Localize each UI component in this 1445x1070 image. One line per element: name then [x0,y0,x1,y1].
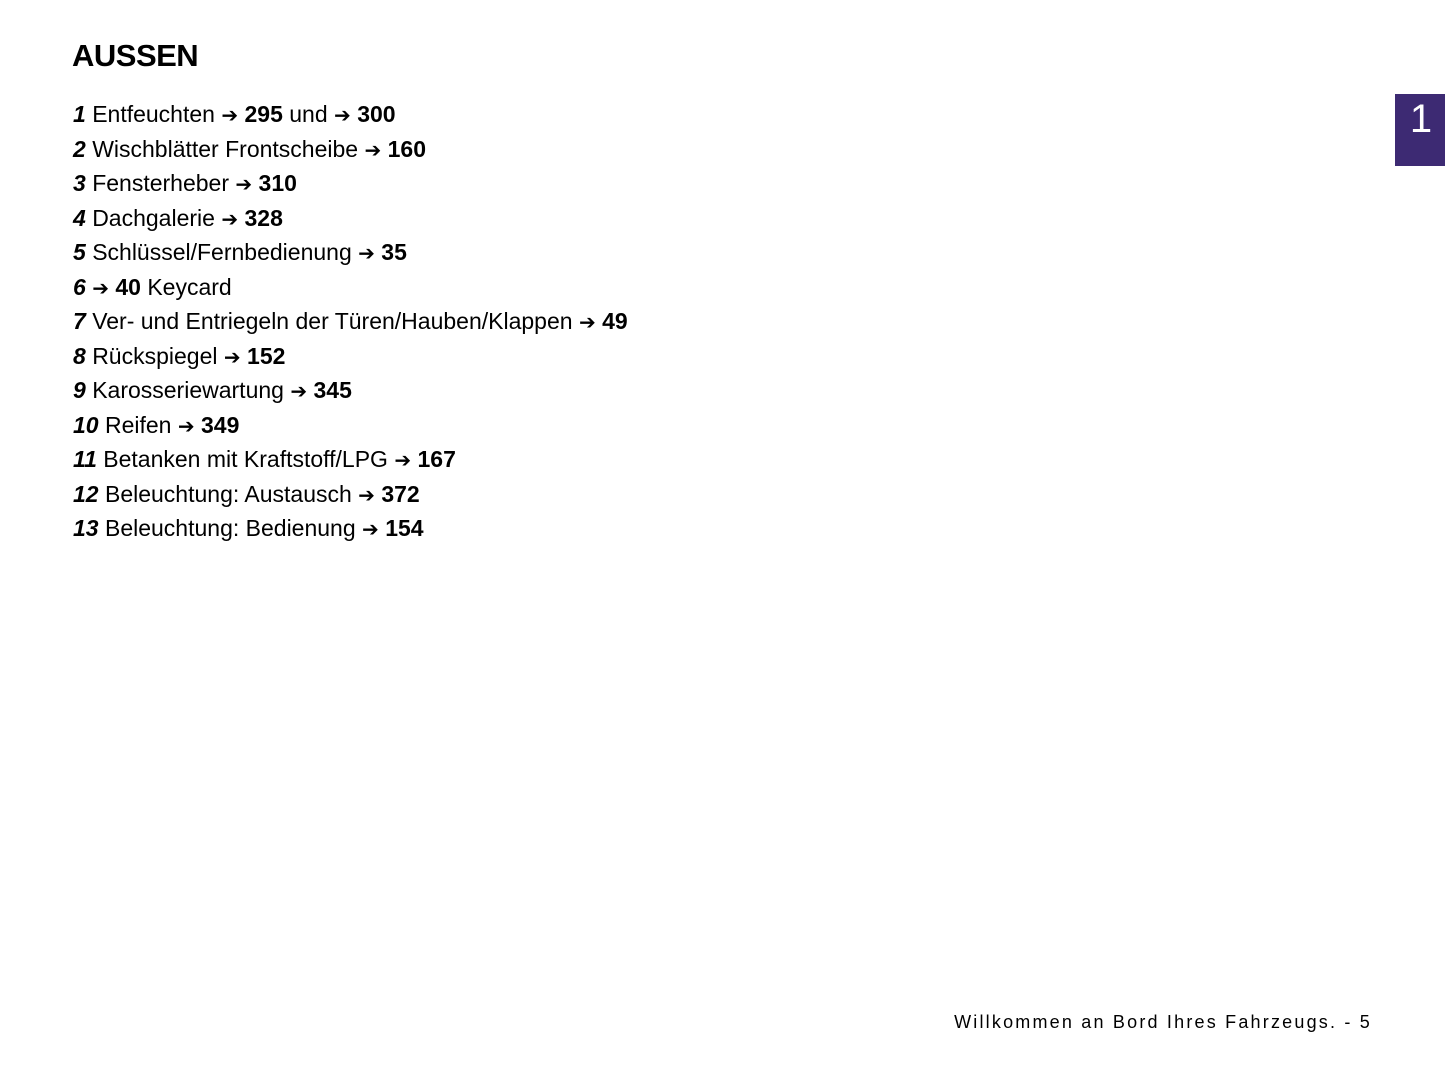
list-item [73,132,628,167]
arrow-right-icon: ➔ [362,519,379,541]
arrow-right-icon: ➔ [290,381,308,403]
arrow-right-icon: ➔ [394,450,412,472]
arrow-right-icon: ➔ [358,484,375,507]
item-number: 1 [73,101,86,127]
item-number: 7 [73,308,86,334]
page-reference[interactable]: 35 [381,239,407,265]
list-item [73,477,628,512]
item-label: Beleuchtung: Austausch [104,480,359,507]
page-reference[interactable]: 295 [244,101,283,127]
list-item [73,339,628,374]
list-item [73,408,628,443]
list-item [73,373,628,408]
list-item [73,511,628,546]
item-number: 8 [73,342,86,369]
item-label: Karosseriewartung [92,377,291,403]
arrow-right-icon: ➔ [578,312,596,334]
item-number: 2 [73,135,86,162]
item-number: 9 [73,377,86,403]
item-label: Rückspiegel [92,342,224,369]
list-item [73,270,628,305]
list-item [73,166,628,201]
page-reference[interactable]: 152 [247,342,286,369]
item-number: 13 [73,515,99,541]
item-label: Betanken mit Kraftstoff/LPG [103,446,395,472]
item-number: 4 [73,204,86,231]
arrow-right-icon: ➔ [334,105,351,127]
page-reference[interactable]: 349 [201,411,240,438]
list-item [73,97,628,132]
list-item [73,201,628,236]
page-reference[interactable]: 310 [258,170,297,196]
list-item [73,235,628,270]
item-label: Reifen [104,411,178,438]
page-footer: Willkommen an Bord Ihres Fahrzeugs. - 5 [954,1012,1372,1032]
page-reference[interactable]: 40 [115,273,141,300]
item-label: Dachgalerie [92,204,222,231]
page-reference[interactable]: 154 [385,515,424,541]
item-label: und [282,101,335,127]
arrow-right-icon: ➔ [364,139,382,162]
page-reference[interactable]: 328 [244,204,283,231]
item-number: 12 [73,480,99,507]
item-number: 10 [73,411,99,438]
item-label: Wischblätter Frontscheibe [92,135,365,162]
page-reference[interactable]: 167 [417,446,456,472]
item-number: 5 [73,239,86,265]
arrow-right-icon: ➔ [223,346,241,369]
item-label: Fensterheber [92,170,236,196]
page-reference[interactable]: 49 [602,308,628,334]
page-reference[interactable]: 300 [357,101,396,127]
list-item [73,304,628,339]
page-reference[interactable]: 345 [313,377,352,403]
item-number: 6 [73,273,86,300]
arrow-right-icon: ➔ [177,415,195,438]
item-label: Keycard [140,273,232,300]
arrow-right-icon: ➔ [235,174,253,196]
page-title: AUSSEN [72,38,199,73]
page-reference[interactable]: 160 [387,135,426,162]
item-number: 11 [73,446,97,472]
arrow-right-icon: ➔ [221,208,239,231]
arrow-right-icon: ➔ [92,277,109,300]
reference-list [73,97,628,546]
item-label: Ver- und Entriegeln der Türen/Hauben/Klappen [92,308,579,334]
list-item [73,442,628,477]
page-reference[interactable]: 372 [381,480,420,507]
item-label: Schlüssel/Fernbedienung [92,239,359,265]
item-label: Beleuchtung: Bedienung [104,515,363,541]
chapter-tab: 1 [1395,94,1445,166]
item-label: Entfeuchten [92,101,222,127]
arrow-right-icon: ➔ [358,243,375,265]
arrow-right-icon: ➔ [221,105,239,127]
item-number: 3 [73,170,86,196]
